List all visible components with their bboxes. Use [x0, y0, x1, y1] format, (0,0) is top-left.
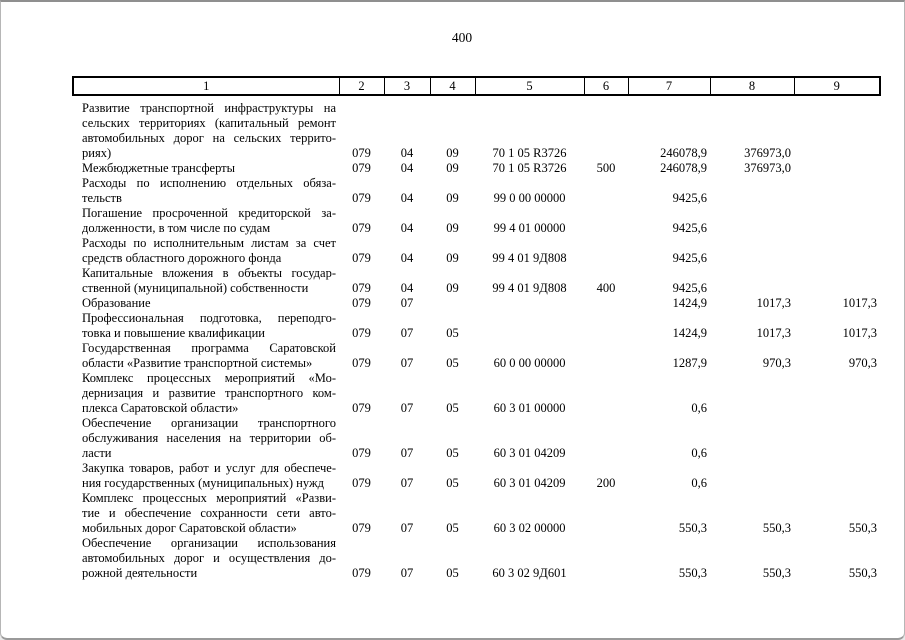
cell-name [73, 236, 339, 266]
cell-col3: 07 [400, 401, 414, 415]
cell-col4: 09 [446, 161, 459, 175]
header-cell: 1 [73, 77, 339, 95]
cell-col2: 079 [352, 191, 371, 205]
table-row [73, 491, 880, 536]
cell-col8: 1017,3 [756, 326, 791, 340]
name-line: Комплекс процессных мероприятий «Разви- [82, 491, 336, 505]
cell-name [73, 371, 339, 416]
cell-col7: 246078,9 [660, 161, 707, 175]
cell-col4: 05 [446, 401, 459, 415]
cell-col9: 1017,3 [842, 326, 877, 340]
cell-name [73, 206, 339, 236]
cell-col2: 079 [352, 401, 371, 415]
cell-col2: 079 [352, 281, 371, 295]
cell-col5: 70 1 05 R3726 [492, 161, 567, 175]
cell-col8 [710, 266, 794, 296]
header-cell: 9 [794, 77, 880, 95]
cell-col5: 60 0 00 00000 [493, 356, 566, 370]
cell-col8 [710, 176, 794, 206]
cell-col6 [584, 371, 628, 416]
cell-col6 [584, 95, 628, 161]
name-line: Образование [82, 296, 151, 310]
cell-col5: 60 3 02 9Д601 [492, 566, 567, 580]
cell-col3: 07 [400, 566, 414, 580]
cell-col8: 970,3 [762, 356, 791, 370]
cell-col4: 05 [446, 566, 459, 580]
name-line: Комплекс процессных мероприятий «Мо- [82, 371, 336, 385]
cell-col8: 550,3 [762, 521, 791, 535]
header-cell: 2 [339, 77, 384, 95]
cell-col7: 0,6 [691, 401, 707, 415]
cell-name [73, 311, 339, 341]
cell-col4: 09 [446, 221, 459, 235]
table-row [73, 206, 880, 236]
cell-col6 [584, 176, 628, 206]
cell-col3: 07 [400, 446, 414, 460]
cell-col5 [475, 296, 584, 311]
cell-col7: 246078,9 [660, 146, 707, 160]
cell-name [73, 341, 339, 371]
cell-name [73, 491, 339, 536]
cell-col3: 07 [400, 521, 414, 535]
cell-col5: 70 1 05 R3726 [492, 146, 567, 160]
cell-col9: 550,3 [848, 566, 877, 580]
cell-col6 [584, 341, 628, 371]
cell-col4: 05 [446, 476, 459, 490]
cell-col4: 09 [446, 146, 459, 160]
cell-col5: 60 3 01 00000 [493, 401, 566, 415]
cell-col3: 04 [400, 251, 414, 265]
cell-col2: 079 [352, 356, 371, 370]
cell-col5: 99 4 01 9Д808 [492, 281, 567, 295]
cell-name [73, 296, 339, 311]
cell-col9 [794, 161, 880, 176]
cell-col7: 9425,6 [672, 221, 707, 235]
cell-col3: 04 [400, 161, 414, 175]
name-line: автомобильных дорог и осуществления до- [82, 551, 336, 565]
cell-col7: 0,6 [691, 446, 707, 460]
name-line: Расходы по исполнительным листам за счет [82, 236, 336, 250]
cell-col3: 04 [400, 281, 414, 295]
name-line: Закупка товаров, работ и услуг для обеспече- [82, 461, 336, 475]
table-row [73, 461, 880, 491]
cell-col5: 99 4 01 00000 [493, 221, 566, 235]
name-line: ласти [82, 446, 112, 460]
cell-col7: 9425,6 [672, 191, 707, 205]
table-row [73, 416, 880, 461]
cell-col8 [710, 371, 794, 416]
name-line: долженности, в том числе по судам [82, 221, 271, 235]
cell-col7: 550,3 [678, 521, 707, 535]
cell-col6 [584, 296, 628, 311]
cell-col5 [475, 311, 584, 341]
name-line: Межбюджетные трансферты [82, 161, 236, 175]
table-header [73, 77, 880, 95]
header-cell: 3 [384, 77, 430, 95]
name-line: автомобильных дорог на сельских террито- [82, 131, 336, 145]
table-row [73, 341, 880, 371]
cell-col4: 05 [446, 326, 459, 340]
cell-col3: 04 [400, 146, 414, 160]
cell-col6 [584, 416, 628, 461]
name-line: Погашение просроченной кредиторской за- [82, 206, 336, 220]
cell-col9 [794, 236, 880, 266]
cell-col9: 550,3 [848, 521, 877, 535]
cell-col2: 079 [352, 161, 371, 175]
cell-col4 [430, 296, 475, 311]
header-cell: 7 [628, 77, 710, 95]
name-line: товка и повышение квалификации [82, 326, 265, 340]
name-line: дернизация и развитие транспортного ком- [82, 386, 336, 400]
cell-col9 [794, 461, 880, 491]
table-row [73, 236, 880, 266]
cell-col7: 1424,9 [672, 326, 707, 340]
name-line: тие и обеспечение сохранности сети авто- [82, 506, 336, 520]
table-row [73, 176, 880, 206]
header-cell: 8 [710, 77, 794, 95]
table-row [73, 296, 880, 311]
cell-col7: 1287,9 [672, 356, 707, 370]
cell-col6: 500 [596, 161, 616, 175]
name-line: мобильных дорог Саратовской области» [82, 521, 297, 535]
cell-col5: 99 4 01 9Д808 [492, 251, 567, 265]
cell-col4: 05 [446, 356, 459, 370]
table-row [73, 371, 880, 416]
cell-col2: 079 [352, 251, 371, 265]
cell-col5: 60 3 01 04209 [493, 476, 566, 490]
name-line: области «Развитие транспортной системы» [82, 356, 313, 370]
name-line: Государственная программа Саратовской [82, 341, 336, 355]
name-line: рожной деятельности [82, 566, 198, 580]
cell-name [73, 95, 339, 161]
header-cell: 6 [584, 77, 628, 95]
cell-col5: 60 3 01 04209 [493, 446, 566, 460]
cell-col6 [584, 236, 628, 266]
table-row [73, 95, 880, 161]
cell-col5: 99 0 00 00000 [493, 191, 566, 205]
cell-col2: 079 [352, 476, 371, 490]
cell-col6: 200 [596, 476, 616, 490]
cell-col2: 079 [352, 521, 371, 535]
name-line: ственной (муниципальной) собственности [82, 281, 309, 295]
cell-col8 [710, 461, 794, 491]
name-line: Обеспечение организации транспортного [82, 416, 336, 430]
name-line: ния государственных (муниципальных) нужд [82, 476, 324, 490]
cell-col3: 07 [400, 296, 414, 310]
name-line: средств областного дорожного фонда [82, 251, 282, 265]
cell-col3: 07 [400, 356, 414, 370]
cell-col6 [584, 311, 628, 341]
table-row [73, 311, 880, 341]
cell-col9 [794, 266, 880, 296]
cell-col8 [710, 416, 794, 461]
cell-col6: 400 [596, 281, 616, 295]
cell-col3: 04 [400, 221, 414, 235]
name-line: Капитальные вложения в объекты государ- [82, 266, 336, 280]
cell-col7: 550,3 [678, 566, 707, 580]
name-line: Развитие транспортной инфраструктуры на [82, 101, 336, 115]
cell-col9 [794, 206, 880, 236]
name-line: Обеспечение организации использования [82, 536, 336, 550]
name-line: сельских территориях (капитальный ремонт [82, 116, 336, 130]
cell-col9: 1017,3 [842, 296, 877, 310]
cell-col2: 079 [352, 146, 371, 160]
cell-name [73, 176, 339, 206]
cell-col4: 09 [446, 281, 459, 295]
name-line: плекса Саратовской области» [82, 401, 239, 415]
cell-col4: 05 [446, 521, 459, 535]
cell-col8 [710, 206, 794, 236]
cell-col7: 9425,6 [672, 251, 707, 265]
cell-col7: 9425,6 [672, 281, 707, 295]
cell-col4: 09 [446, 191, 459, 205]
cell-col5: 60 3 02 00000 [493, 521, 566, 535]
cell-col7: 1424,9 [672, 296, 707, 310]
cell-name [73, 461, 339, 491]
cell-col2: 079 [352, 446, 371, 460]
cell-name [73, 536, 339, 581]
cell-col9 [794, 176, 880, 206]
header-row [73, 77, 880, 95]
cell-col9: 970,3 [848, 356, 877, 370]
cell-col6 [584, 491, 628, 536]
table-row [73, 161, 880, 176]
cell-col8: 376973,0 [744, 161, 791, 175]
name-line: риях) [82, 146, 112, 160]
cell-col9 [794, 371, 880, 416]
budget-table [72, 76, 881, 581]
cell-col2: 079 [352, 566, 371, 580]
cell-col8: 1017,3 [756, 296, 791, 310]
cell-name [73, 266, 339, 296]
name-line: тельств [82, 191, 122, 205]
cell-col8: 376973,0 [744, 146, 791, 160]
cell-col3: 04 [400, 191, 414, 205]
header-cell: 5 [475, 77, 584, 95]
cell-col2: 079 [352, 296, 371, 310]
table-row [73, 536, 880, 581]
cell-col4: 09 [446, 251, 459, 265]
cell-col2: 079 [352, 221, 371, 235]
name-line: Расходы по исполнению отдельных обяза- [82, 176, 336, 190]
header-cell: 4 [430, 77, 475, 95]
cell-col8 [710, 236, 794, 266]
cell-name [73, 416, 339, 461]
cell-col7: 0,6 [691, 476, 707, 490]
cell-col9 [794, 416, 880, 461]
cell-col3: 07 [400, 326, 414, 340]
cell-col2: 079 [352, 326, 371, 340]
cell-name [73, 161, 339, 176]
name-line: Профессиональная подготовка, переподго- [82, 311, 336, 325]
table-body [73, 95, 880, 581]
cell-col4: 05 [446, 446, 459, 460]
cell-col6 [584, 536, 628, 581]
table-row [73, 266, 880, 296]
cell-col9 [794, 95, 880, 161]
page-number: 400 [451, 30, 473, 45]
name-line: обслуживания населения на территории об- [82, 431, 336, 445]
cell-col3: 07 [400, 476, 414, 490]
cell-col8: 550,3 [762, 566, 791, 580]
cell-col6 [584, 206, 628, 236]
